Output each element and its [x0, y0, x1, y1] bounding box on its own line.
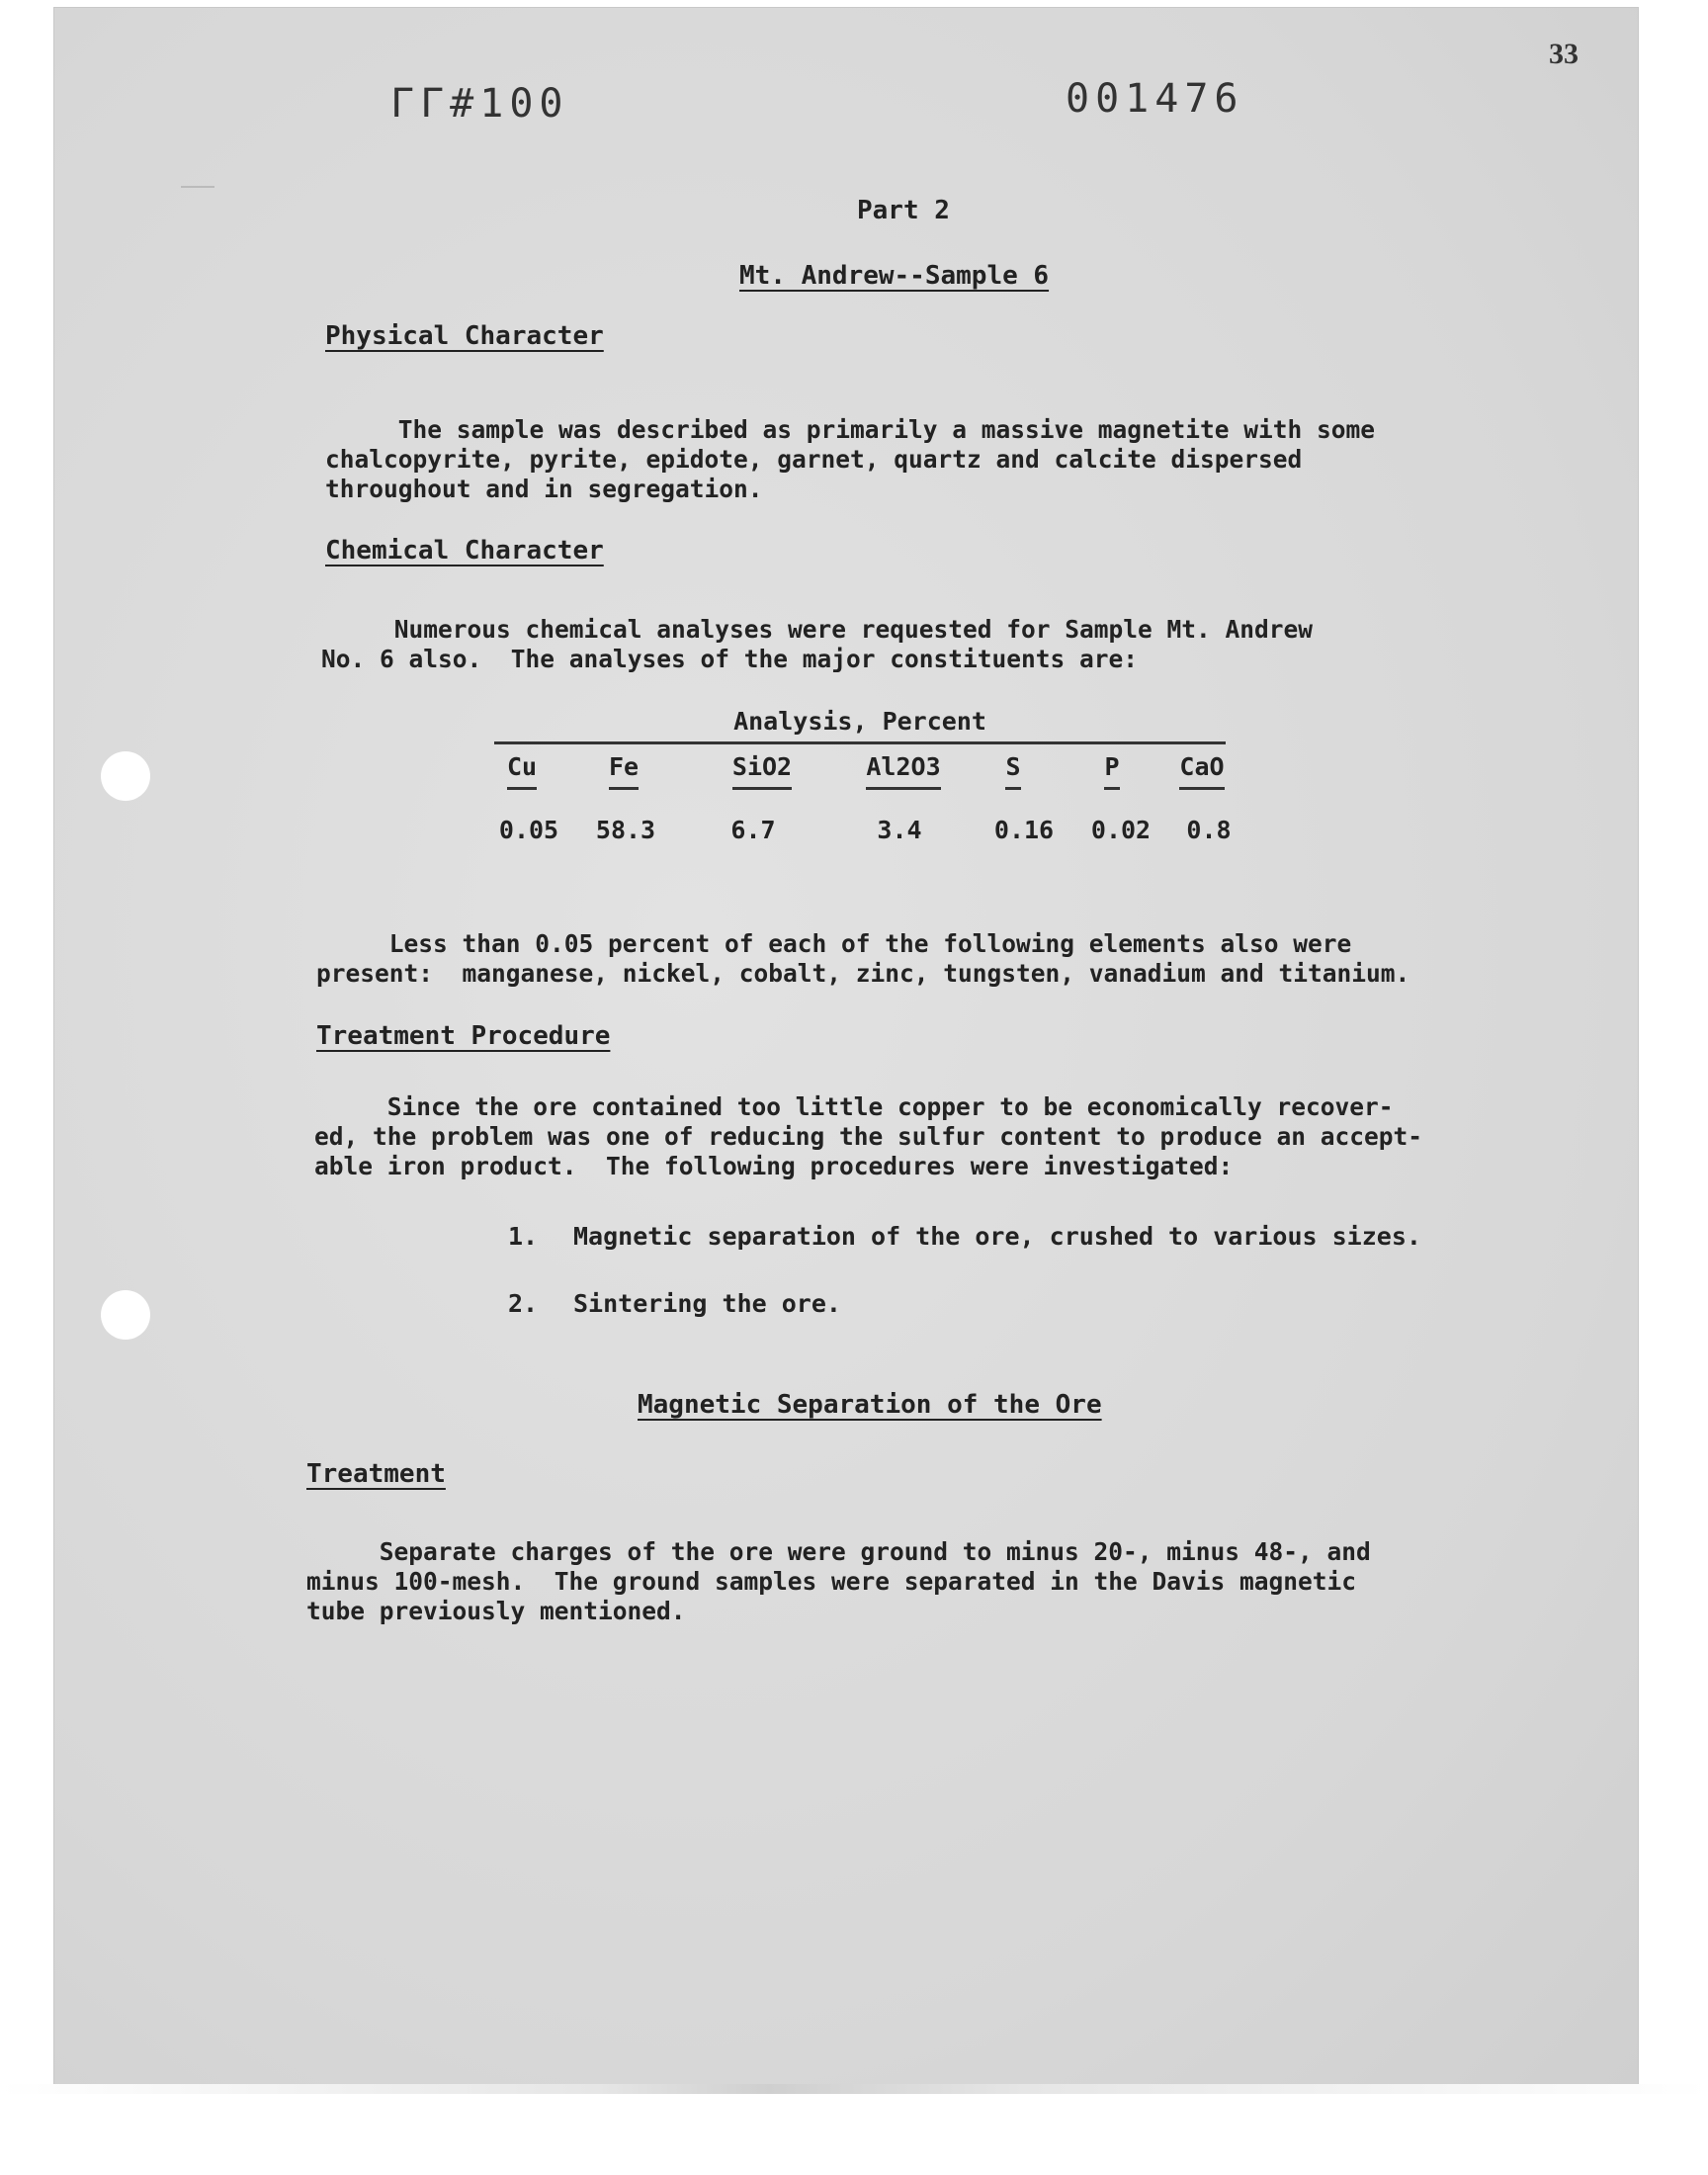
file-stamp-right: 001476 [1066, 76, 1244, 122]
physical-character-heading: Physical Character [325, 321, 604, 351]
scan-edge [0, 2084, 1708, 2094]
margin-mark [181, 186, 214, 188]
treatment-procedure-paragraph: Since the ore contained too little copper to be economically recover- ed, the problem was one of reducing the sulfur content to produce an accept- able iron product. The following procedures were investigated: [314, 1092, 1423, 1180]
header-cao [1176, 752, 1228, 790]
procedure-item-1-number: 1. [508, 1222, 539, 1251]
header-p [1101, 752, 1123, 790]
header-cu [502, 752, 542, 790]
header-s-label: S [1005, 752, 1020, 790]
header-al2o3-label: Al2O3 [866, 752, 940, 790]
header-cu-label: Cu [507, 752, 537, 790]
treatment-procedure-heading: Treatment Procedure [316, 1021, 611, 1051]
value-cu: 0.05 [498, 816, 559, 844]
header-fe-label: Fe [609, 752, 639, 790]
punch-hole-top [101, 751, 150, 801]
analysis-table [494, 707, 1232, 873]
chemical-character-heading: Chemical Character [325, 536, 604, 566]
analysis-table-caption: Analysis, Percent [494, 707, 1226, 744]
file-stamp-left: ΓΓ#100 [390, 81, 569, 127]
page-number: 33 [1549, 38, 1579, 70]
analysis-table-value-row [494, 816, 1232, 873]
treatment-paragraph: Separate charges of the ore were ground to minus 20-, minus 48-, and minus 100-mesh. The ground samples were separated in the Davis magnetic tube previously mentioned. [306, 1537, 1371, 1625]
value-cao: 0.8 [1186, 816, 1232, 844]
value-sio2: 6.7 [730, 816, 776, 844]
procedure-item-1-text: Magnetic separation of the ore, crushed to various sizes. [573, 1222, 1421, 1251]
value-fe: 58.3 [595, 816, 656, 844]
header-s [1002, 752, 1024, 790]
trace-elements-paragraph: Less than 0.05 percent of each of the following elements also were present: manganese, nickel, cobalt, zinc, tungsten, vanadium and titanium. [316, 929, 1410, 988]
header-al2o3 [856, 752, 951, 790]
sample-title: Mt. Andrew--Sample 6 [739, 261, 1050, 291]
procedure-item-2-text: Sintering the ore. [573, 1289, 841, 1318]
physical-character-paragraph: The sample was described as primarily a massive magnetite with some chalcopyrite, pyrite, epidote, garnet, quartz and calcite dispersed throughout and in segregation. [325, 415, 1376, 503]
value-p: 0.02 [1090, 816, 1152, 844]
header-sio2 [724, 752, 801, 790]
document-page [54, 8, 1638, 2084]
chemical-character-paragraph: Numerous chemical analyses were requested for Sample Mt. Andrew No. 6 also. The analyses of the major constituents are: [321, 615, 1314, 673]
header-cao-label: CaO [1179, 752, 1224, 790]
procedure-item-2-number: 2. [508, 1289, 539, 1318]
treatment-heading: Treatment [306, 1459, 446, 1489]
part-title: Part 2 [857, 196, 950, 225]
punch-hole-bottom [101, 1290, 150, 1340]
header-fe [603, 752, 644, 790]
value-s: 0.16 [993, 816, 1055, 844]
value-al2o3: 3.4 [877, 816, 922, 844]
magnetic-separation-title: Magnetic Separation of the Ore [638, 1390, 1102, 1420]
header-p-label: P [1104, 752, 1119, 790]
header-sio2-label: SiO2 [732, 752, 792, 790]
analysis-table-header-row [494, 752, 1226, 810]
